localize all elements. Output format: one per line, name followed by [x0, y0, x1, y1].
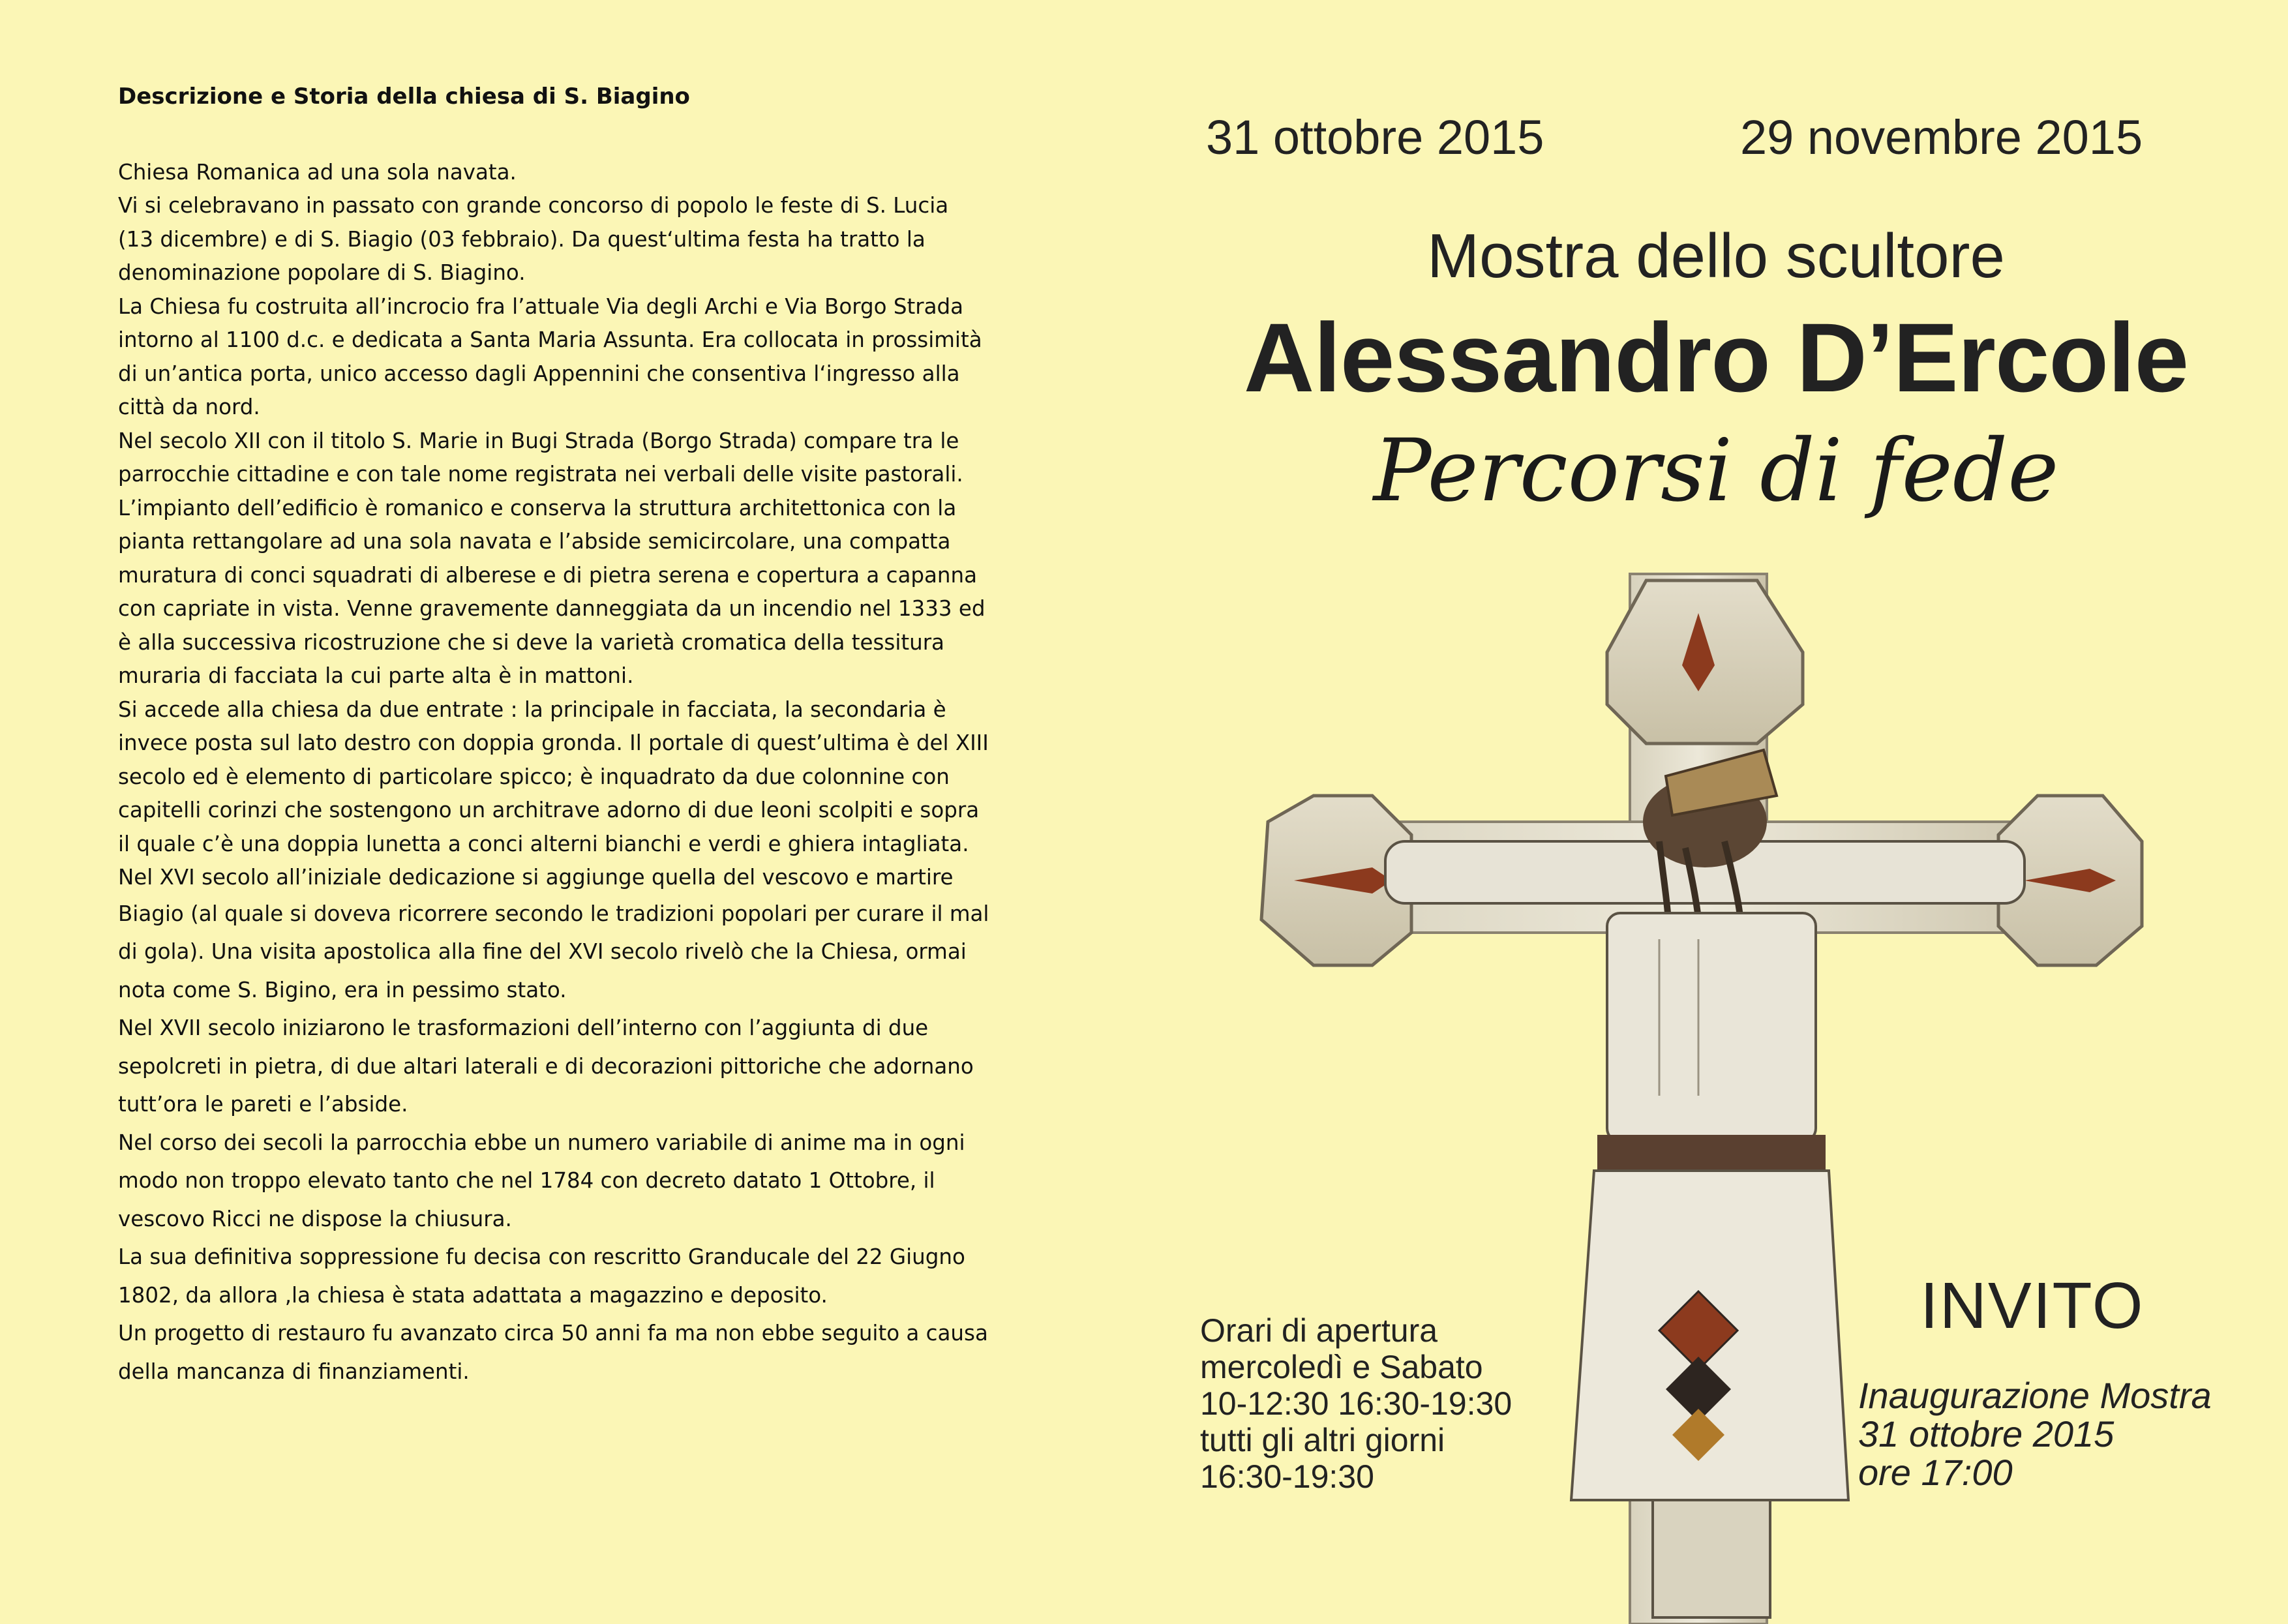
history-line: La sua definitiva soppressione fu decisa con rescritto Granducale del 22 Giugno	[118, 1244, 965, 1270]
history-line: Un progetto di restauro fu avanzato circa 50 anni fa ma non ebbe seguito a causa	[118, 1321, 988, 1346]
history-line: denominazione popolare di S. Biagino.	[118, 260, 526, 286]
hours-line: Orari di apertura	[1200, 1312, 1438, 1349]
history-line: sepolcreti in pietra, di due altari laterali e di decorazioni pittoriche che adornano	[118, 1053, 974, 1079]
history-line: di un’antica porta, unico accesso dagli Appennini che consentiva l‘ingresso alla	[118, 361, 960, 386]
history-line: (13 dicembre) e di S. Biagio (03 febbraio). Da quest‘ultima festa ha tratto la	[118, 226, 926, 252]
history-line: con capriate in vista. Venne gravemente danneggiata da un incendio nel 1333 ed	[118, 596, 986, 622]
history-line: parrocchie cittadine e con tale nome registrata nei verbali delle visite pastorali.	[118, 462, 963, 487]
history-line: Biagio (al quale si doveva ricorrere secondo le tradizioni popolari per curare il mal	[118, 901, 989, 926]
history-line: L’impianto dell’edificio è romanico e conserva la struttura architettonica con la	[118, 495, 957, 520]
history-line: secolo ed è elemento di particolare spicco; è inquadrato da due colonnine con	[118, 764, 950, 789]
inauguration-line: Inaugurazione Mostra	[1858, 1375, 2212, 1416]
history-line: della mancanza di finanziamenti.	[118, 1359, 470, 1384]
history-line: nota come S. Bigino, era in pessimo stato.	[118, 977, 567, 1002]
hours-line: mercoledì e Sabato	[1200, 1349, 1483, 1385]
history-line: Nel corso dei secoli la parrocchia ebbe un numero variabile di anime ma in ogni	[118, 1130, 965, 1155]
history-heading: Descrizione e Storia della chiesa di S. Biagino	[118, 83, 690, 110]
history-line: Nel XVI secolo all’iniziale dedicazione si aggiunge quella del vescovo e martire	[118, 865, 954, 890]
history-line: Vi si celebravano in passato con grande concorso di popolo le feste di S. Lucia	[118, 193, 949, 218]
artist-name: Alessandro D’Ercole	[1243, 303, 2189, 412]
history-line: è alla successiva ricostruzione che si deve la varietà cromatica della tessitura	[118, 629, 944, 655]
history-line: muratura di conci squadrati di alberese e di pietra serena e copertura a capanna	[118, 562, 978, 588]
hours-line: 16:30-19:30	[1200, 1458, 1374, 1495]
history-line: La Chiesa fu costruita all’incrocio fra l’attuale Via degli Archi e Via Borgo Strada	[118, 293, 964, 319]
church-history-panel	[118, 83, 1031, 1391]
history-line: Nel XVII secolo iniziarono le trasformazioni dell’interno con l’aggiunta di due	[118, 1015, 929, 1041]
inauguration-line: 31 ottobre 2015	[1858, 1413, 2115, 1454]
history-line: modo non troppo elevato tanto che nel 1784 con decreto datato 1 Ottobre, il	[118, 1168, 935, 1194]
exhibition-panel	[1144, 0, 2288, 1624]
history-line: pianta rettangolare ad una sola navata e l’abside semicircolare, una compatta	[118, 529, 951, 554]
history-line: di gola). Una visita apostolica alla fine del XVI secolo rivelò che la Chiesa, ormai	[118, 939, 967, 965]
date-start: 31 ottobre 2015	[1206, 110, 1544, 164]
history-line: Si accede alla chiesa da due entrate : la principale in facciata, la secondaria è	[118, 697, 946, 722]
inauguration-info	[1858, 1376, 2212, 1492]
history-line: Nel secolo XII con il titolo S. Marie in Bugi Strada (Borgo Strada) compare tra le	[118, 428, 959, 453]
invitation-label: INVITO	[1920, 1269, 2145, 1342]
history-line: muraria di facciata la cui parte alta è in mattoni.	[118, 663, 634, 689]
inauguration-line: ore 17:00	[1858, 1452, 2013, 1493]
history-line: città da nord.	[118, 395, 260, 420]
history-line: intorno al 1100 d.c. e dedicata a Santa Maria Assunta. Era collocata in prossimità	[118, 327, 982, 353]
exhibition-subtitle: Percorsi di fede	[1373, 421, 2059, 521]
hours-line: 10-12:30 16:30-19:30	[1200, 1385, 1513, 1422]
opening-hours	[1200, 1312, 1512, 1495]
history-line: vescovo Ricci ne dispose la chiusura.	[118, 1206, 512, 1231]
hours-line: tutti gli altri giorni	[1200, 1422, 1445, 1458]
exhibition-line: Mostra dello scultore	[1427, 221, 2005, 291]
history-body-spaced	[118, 895, 1031, 1391]
history-body-tight	[118, 156, 1031, 895]
history-line: capitelli corinzi che sostengono un architrave adorno di due leoni scolpiti e sopra	[118, 798, 980, 823]
history-line: il quale c’è una doppia lunetta a conci alterni bianchi e verdi e ghiera intagliata.	[118, 831, 969, 856]
history-line: 1802, da allora ,la chiesa è stata adattata a magazzino e deposito.	[118, 1282, 828, 1308]
date-end: 29 novembre 2015	[1740, 110, 2143, 164]
history-line: invece posta sul lato destro con doppia gronda. Il portale di quest’ultima è del XIII	[118, 730, 989, 756]
history-line: tutt’ora le pareti e l’abside.	[118, 1092, 408, 1117]
history-line: Chiesa Romanica ad una sola navata.	[118, 159, 517, 185]
